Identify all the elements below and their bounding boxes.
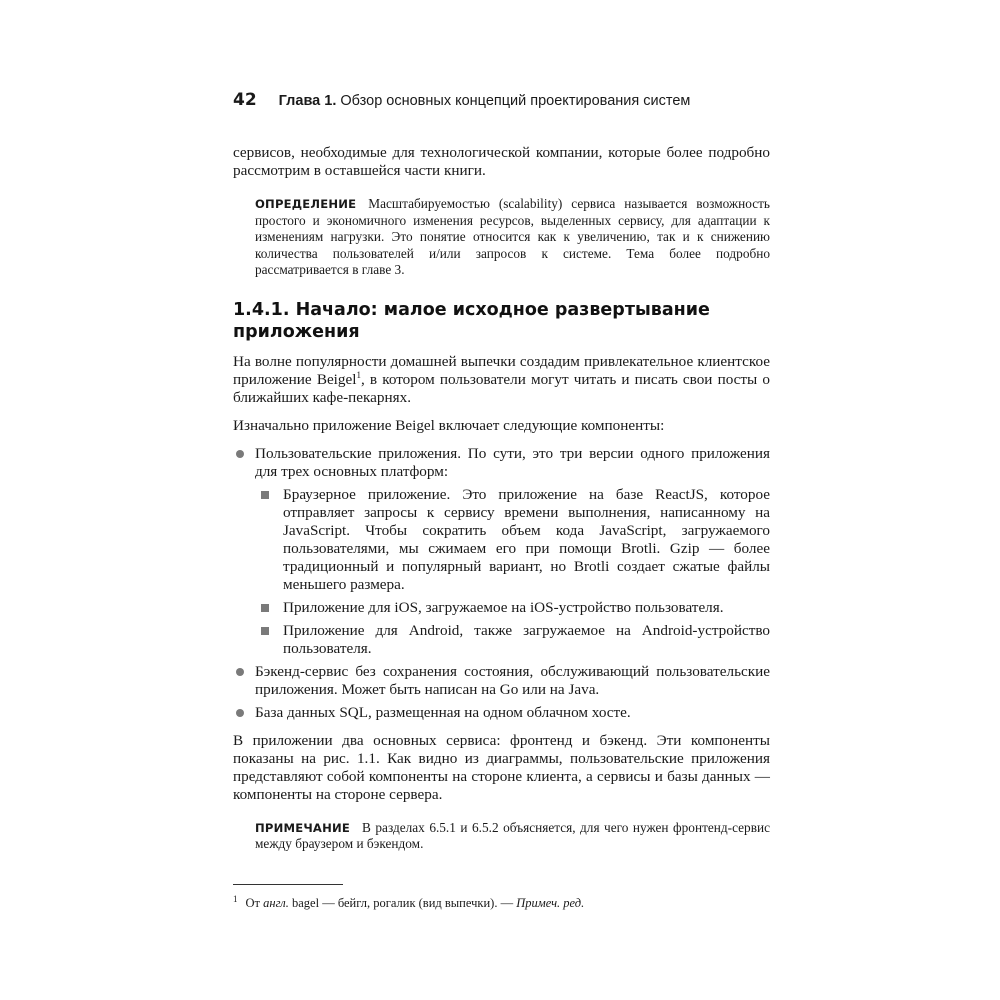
sub-list-item-text: Приложение для Android, также загружаемое на Android-устройство пользователя. [283,621,770,657]
intro-paragraph: сервисов, необходимые для технологической компании, которые более подробно рассмотрим в оставшейся части книги. [233,144,770,179]
list-item [233,445,770,658]
section-paragraph-1 [233,353,770,407]
definition-box [255,196,770,279]
note-box [255,820,770,853]
square-bullet-icon [261,604,269,612]
note-text: В разделах 6.5.1 и 6.5.2 объясняется, для чего нужен фронтенд-сервис между браузером и бэкендом. [255,819,770,851]
section-paragraph-2: Изначально приложение Beigel включает следующие компоненты: [233,416,665,434]
square-bullet-icon [261,491,269,499]
note-term: ПРИМЕЧАНИЕ [255,820,351,835]
definition-term: ОПРЕДЕЛЕНИЕ [255,197,357,211]
sub-list-item [255,622,770,658]
chapter-header [279,93,691,109]
list-item-text: Пользовательские приложения. По сути, это три версии одного приложения для трех основных платформ: [255,444,770,480]
sub-list-item [255,599,770,617]
chapter-title: Обзор основных концепций проектирования систем [340,93,691,109]
footnote-divider [233,884,343,885]
bullet-icon [236,450,244,458]
list-item-text: База данных SQL, размещенная на одном облачном хосте. [255,703,631,721]
footnote-lang: англ. [263,896,289,911]
list-item-text: Бэкенд-сервис без сохранения состояния, обслуживающий пользовательские приложения. Может быть написан на Go или на Java. [255,662,770,698]
chapter-label: Глава 1. [278,93,337,109]
section-heading: 1.4.1. Начало: малое исходное развертывание приложения [233,299,710,342]
footnote-mark: 1 [233,894,238,904]
sub-list-item-text: Браузерное приложение. Это приложение на базе ReactJS, которое отправляет запросы к сервису времени выполнения, написанному на JavaScript. Чтобы сократить объем кода JavaScript, загружаемого пользователями, мы сжимаем его при помощи Brotli. Gzip — более традиционный и популярный вариант, но Brotli создает сжатые файлы меньшего размера. [283,485,770,593]
footnote-text: bagel — бейгл, рогалик (вид выпечки). — [292,896,514,911]
bullet-icon [236,668,244,676]
sub-list-item [255,486,770,594]
square-bullet-icon [261,627,269,635]
paragraph-1-end: , в котором пользователи могут читать и писать свои посты о ближайших кафе-пекарнях. [233,370,770,406]
bullet-icon [236,709,244,717]
page-number: 42 [233,90,257,110]
sub-list-item-text: Приложение для iOS, загружаемое на iOS-устройство пользователя. [283,598,724,616]
components-list [233,445,770,722]
definition-text: Масштабируемостью (scalability) сервиса называется возможность простого и экономичного изменения ресурсов, выделенных сервису, для адаптации к изменениям нагрузки. Это понятие относится как к увеличению, так и к снижению количества пользователей и/или запросов к системе. Тема более подробно рассматривается в главе 3. [255,196,770,277]
paragraph-1-start: На волне популярности домашней выпечки создадим привлекательное клиентское приложение Beigel [233,352,770,388]
footnote-editor: Примеч. ред. [516,896,585,911]
list-item [233,704,770,722]
sub-list [255,486,770,658]
running-header [233,90,793,110]
footnote-prefix: От [245,896,260,911]
footnote-ref: 1 [356,369,361,380]
section-paragraph-3: В приложении два основных сервиса: фронтенд и бэкенд. Эти компоненты показаны на рис. 1.1. Как видно из диаграммы, пользовательские приложения представляют собой компоненты на стороне клиента, а сервисы и базы данных — компоненты на стороне сервера. [233,731,770,803]
page-body [233,144,770,853]
list-item [233,663,770,699]
footnote [233,892,773,911]
